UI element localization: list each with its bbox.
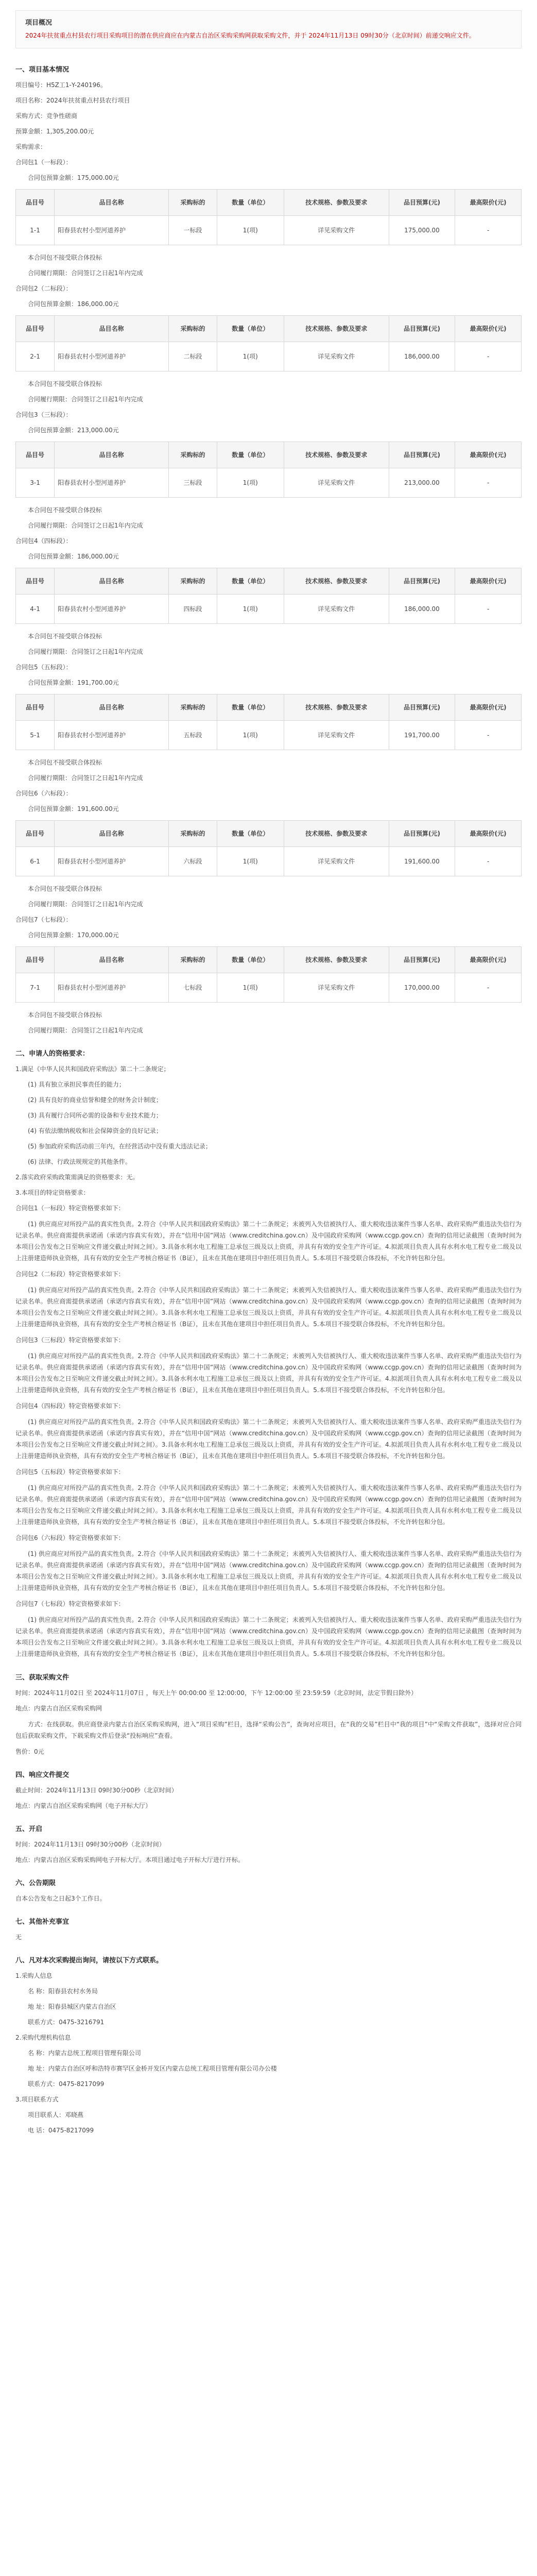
table-cell: 阳春县农村小型河道养护 [55,973,169,1002]
procurement-method: 采购方式：竞争性磋商 [15,112,78,120]
column-header: 最高限价(元) [455,442,522,468]
table-cell: 7-1 [16,973,55,1002]
package-spec-title: 合同包7（七标段）特定资格要求如下： [15,1600,125,1607]
package-table-header-row [16,442,522,468]
package-table-header-row [16,189,522,215]
table-cell: 五标段 [169,720,217,750]
package-consortium-note: 本合同包不接受联合体投标 [28,253,102,261]
qualification-item: (5) 参加政府采购活动前三年内，在经营活动中没有重大违法记录； [28,1142,212,1150]
table-cell: 七标段 [169,973,217,1002]
open-time: 时间：2024年11月13日 09时30分00秒（北京时间） [15,1840,165,1848]
qualification-item: (3) 具有履行合同所必需的设备和专业技术能力； [28,1111,162,1119]
buyer-address: 地 址：阳春县城区内蒙古自治区 [28,2003,116,2010]
table-cell: 详见采购文件 [284,973,389,1002]
project-contact-title: 3.项目联系方式 [15,2095,59,2103]
table-cell: 191,600.00 [389,846,455,876]
buyer-name: 名 称：阳春县农村水务局 [28,1987,98,1995]
package-spec-title: 合同包1（一标段）特定资格要求如下： [15,1204,125,1212]
column-header: 最高限价(元) [455,189,522,215]
table-row [16,342,522,371]
qualification-item: (6) 法律、行政法规规定的其他条件。 [28,1158,131,1165]
budget-amount: 预算金额：1,305,200.00元 [15,127,94,135]
submit-place: 地点：内蒙古自治区采购采购网（电子开标大厅） [15,1802,152,1809]
obtain-place: 地点：内蒙古自治区采购采购网 [15,1704,102,1712]
agent-title: 2.采购代理机构信息 [15,2033,71,2041]
table-cell: - [455,973,522,1002]
column-header: 品目名称 [55,946,169,973]
package-table-header-row [16,820,522,846]
table-cell: 1(项) [217,342,284,371]
table-cell: 详见采购文件 [284,594,389,623]
column-header: 数量（单位） [217,189,284,215]
packages-container [15,157,522,1036]
column-header: 品目名称 [55,820,169,846]
column-header: 品目名称 [55,315,169,342]
qualification-item: (4) 有依法缴纳税收和社会保障资金的良好记录； [28,1127,162,1134]
section-submit-heading: 四、响应文件提交 [15,1771,70,1779]
column-header: 技术规格、参数及要求 [284,568,389,594]
column-header: 品目名称 [55,189,169,215]
package-spec-title: 合同包3（三标段）特定资格要求如下： [15,1336,125,1344]
column-header: 品目号 [16,442,55,468]
table-cell: 6-1 [16,846,55,876]
column-header: 采购标的 [169,189,217,215]
column-header: 最高限价(元) [455,694,522,720]
package-table [15,568,522,624]
table-cell: 阳春县农村小型河道养护 [55,846,169,876]
package-term: 合同履行期限：合同签订之日起1年内完成 [28,1026,143,1034]
package-table [15,442,522,498]
qualification-specific: 3.本项目的特定资格要求： [15,1189,90,1196]
table-cell: 1(项) [217,468,284,497]
section-other-heading: 七、其他补充事宜 [15,1918,70,1926]
table-cell: 213,000.00 [389,468,455,497]
package-consortium-note: 本合同包不接受联合体投标 [28,506,102,514]
table-cell: 2-1 [16,342,55,371]
package-table-header-row [16,694,522,720]
package-table-header-row [16,315,522,342]
table-cell: 一标段 [169,215,217,245]
table-row [16,215,522,245]
package-spec-text: (1) 供应商应对所投产品的真实性负责。2.符合《中华人民共和国政府采购法》第二十二条规定；未被列入失信被执行人、重大税收违法案件当事人名单、政府采购严重违法失信行为记录名单。供应商需提供承诺函（承诺内容真实有效），并在“信用中国”网站（www.creditchina.gov.cn）及中国政府采购网（www.ccgp.gov.cn）查询的信用记录截图（查询时间为本项目公告发布之日至响应文件递交截止时间之间）。3.具备水利水电工程施工总承包三级及以上资质，并具有有效的安全生产许可证。4.拟派项目负责人具有水利水电工程专业二级及以上注册建造师执业资格，具有有效的安全生产考核合格证书（B证），且未在其他在建项目中担任项目负责人。5.本项目不接受联合体投标，不允许转包和分包。 [15,1286,522,1328]
column-header: 最高限价(元) [455,820,522,846]
package-table [15,946,522,1003]
package-budget: 合同包预算金额：191,700.00元 [28,679,119,686]
table-cell: 三标段 [169,468,217,497]
submit-deadline: 截止时间：2024年11月13日 09时30分00秒（北京时间） [15,1786,178,1794]
requirements-title: 采购需求： [15,143,47,150]
table-cell: 1(项) [217,215,284,245]
table-row [16,594,522,623]
table-cell: 详见采购文件 [284,215,389,245]
column-header: 采购标的 [169,442,217,468]
package-consortium-note: 本合同包不接受联合体投标 [28,885,102,892]
package-consortium-note: 本合同包不接受联合体投标 [28,1011,102,1019]
table-row [16,468,522,497]
table-cell: - [455,468,522,497]
package-term: 合同履行期限：合同签订之日起1年内完成 [28,269,143,277]
column-header: 技术规格、参数及要求 [284,315,389,342]
package-name: 合同包3（三标段）： [15,411,72,418]
column-header: 数量（单位） [217,820,284,846]
section-open-heading: 五、开启 [15,1825,43,1833]
table-cell: 二标段 [169,342,217,371]
package-specific-requirements [15,1203,522,1659]
table-cell: 191,700.00 [389,720,455,750]
package-budget: 合同包预算金额：213,000.00元 [28,426,119,434]
column-header: 数量（单位） [217,694,284,720]
package-table [15,694,522,750]
column-header: 品目预算(元) [389,694,455,720]
column-header: 数量（单位） [217,442,284,468]
notice-period-text: 自本公告发布之日起3个工作日。 [15,1894,106,1902]
section-basic-heading: 一、项目基本情况 [15,65,70,74]
column-header: 品目号 [16,315,55,342]
project-summary-box [15,10,522,48]
column-header: 品目预算(元) [389,315,455,342]
package-table [15,315,522,371]
package-table [15,820,522,876]
package-table-header-row [16,946,522,973]
package-budget: 合同包预算金额：186,000.00元 [28,300,119,308]
obtain-price: 售价：0元 [15,1748,44,1755]
qualification-policy: 2.落实政府采购政策需满足的资格要求：无。 [15,1173,139,1181]
column-header: 采购标的 [169,568,217,594]
package-consortium-note: 本合同包不接受联合体投标 [28,758,102,766]
package-term: 合同履行期限：合同签订之日起1年内完成 [28,900,143,908]
summary-title: 项目概况 [25,19,53,27]
table-cell: 六标段 [169,846,217,876]
package-term: 合同履行期限：合同签订之日起1年内完成 [28,521,143,529]
package-name: 合同包6（六标段）： [15,789,72,797]
package-spec-title: 合同包4（四标段）特定资格要求如下： [15,1402,125,1410]
table-cell: 四标段 [169,594,217,623]
buyer-title: 1.采购人信息 [15,1972,53,1979]
project-number: 项目编号：H5Z工1-Y-240196。 [15,81,107,89]
table-cell: - [455,846,522,876]
package-spec-text: (1) 供应商应对所投产品的真实性负责。2.符合《中华人民共和国政府采购法》第二十二条规定；未被列入失信被执行人、重大税收违法案件当事人名单、政府采购严重违法失信行为记录名单。供应商需提供承诺函（承诺内容真实有效），并在“信用中国”网站（www.creditchina.gov.cn）及中国政府采购网（www.ccgp.gov.cn）查询的信用记录截图（查询时间为本项目公告发布之日至响应文件递交截止时间之间）。3.具备水利水电工程施工总承包三级及以上资质，并具有有效的安全生产许可证。4.拟派项目负责人具有水利水电工程专业二级及以上注册建造师执业资格，具有有效的安全生产考核合格证书（B证），且未在其他在建项目中担任项目负责人。5.本项目不接受联合体投标，不允许转包和分包。 [15,1418,522,1460]
table-cell: 阳春县农村小型河道养护 [55,342,169,371]
package-budget: 合同包预算金额：191,600.00元 [28,805,119,812]
table-cell: 1(项) [217,973,284,1002]
column-header: 数量（单位） [217,315,284,342]
column-header: 品目名称 [55,442,169,468]
package-spec-title: 合同包6（六标段）特定资格要求如下： [15,1534,125,1541]
table-cell: 详见采购文件 [284,468,389,497]
column-header: 品目预算(元) [389,442,455,468]
package-name: 合同包1（一标段）： [15,158,72,166]
qualification-item: (1) 具有独立承担民事责任的能力； [28,1080,125,1088]
column-header: 品目预算(元) [389,568,455,594]
table-cell: - [455,342,522,371]
obtain-method: 方式：在线获取。供应商登录内蒙古自治区采购采购网，进入“项目采购”栏目，选择“采购公告”，查询对应项目，在“我的交易”栏目中“我的项目”中“采购文件获取”，选择对应合同包后获取采购文件，下载采购文件后登录“投标响应”查看。 [15,1720,522,1739]
package-spec-text: (1) 供应商应对所投产品的真实性负责。2.符合《中华人民共和国政府采购法》第二十二条规定；未被列入失信被执行人、重大税收违法案件当事人名单、政府采购严重违法失信行为记录名单。供应商需提供承诺函（承诺内容真实有效），并在“信用中国”网站（www.creditchina.gov.cn）及中国政府采购网（www.ccgp.gov.cn）查询的信用记录截图（查询时间为本项目公告发布之日至响应文件递交截止时间之间）。3.具备水利水电工程施工总承包三级及以上资质，并具有有效的安全生产许可证。4.拟派项目负责人具有水利水电工程专业二级及以上注册建造师执业资格，具有有效的安全生产考核合格证书（B证），且未在其他在建项目中担任项目负责人。5.本项目不接受联合体投标，不允许转包和分包。 [15,1550,522,1591]
column-header: 品目号 [16,946,55,973]
package-budget: 合同包预算金额：186,000.00元 [28,552,119,560]
column-header: 技术规格、参数及要求 [284,946,389,973]
package-consortium-note: 本合同包不接受联合体投标 [28,380,102,387]
column-header: 数量（单位） [217,946,284,973]
table-cell: - [455,215,522,245]
column-header: 最高限价(元) [455,568,522,594]
table-cell: 详见采购文件 [284,342,389,371]
table-cell: 详见采购文件 [284,720,389,750]
column-header: 品目号 [16,694,55,720]
document-content [15,10,522,2141]
package-table-header-row [16,568,522,594]
table-row [16,973,522,1002]
package-spec-text: (1) 供应商应对所投产品的真实性负责。2.符合《中华人民共和国政府采购法》第二十二条规定；未被列入失信被执行人、重大税收违法案件当事人名单、政府采购严重违法失信行为记录名单。供应商需提供承诺函（承诺内容真实有效），并在“信用中国”网站（www.creditchina.gov.cn）及中国政府采购网（www.ccgp.gov.cn）查询的信用记录截图（查询时间为本项目公告发布之日至响应文件递交截止时间之间）。3.具备水利水电工程施工总承包三级及以上资质，并具有有效的安全生产许可证。4.拟派项目负责人具有水利水电工程专业二级及以上注册建造师执业资格，具有有效的安全生产考核合格证书（B证），且未在其他在建项目中担任项目负责人。5.本项目不接受联合体投标，不允许转包和分包。 [15,1484,522,1526]
section-obtain-heading: 三、获取采购文件 [15,1673,70,1682]
package-term: 合同履行期限：合同签订之日起1年内完成 [28,774,143,782]
package-consortium-note: 本合同包不接受联合体投标 [28,632,102,640]
column-header: 采购标的 [169,694,217,720]
table-cell: 1-1 [16,215,55,245]
package-budget: 合同包预算金额：170,000.00元 [28,931,119,939]
table-cell: 详见采购文件 [284,846,389,876]
section-notice-heading: 六、公告期限 [15,1879,56,1887]
table-cell: - [455,720,522,750]
project-contact-person: 项目联系人：邓晓燕 [28,2111,84,2119]
agent-name: 名 称：内蒙古总统工程项目管理有限公司 [28,2049,141,2057]
buyer-phone: 联系方式：0475-3216791 [28,2018,105,2026]
table-cell: 186,000.00 [389,594,455,623]
project-contact-phone: 电 话：0475-8217099 [28,2126,94,2134]
table-cell: 3-1 [16,468,55,497]
table-cell: 阳春县农村小型河道养护 [55,468,169,497]
table-cell: 阳春县农村小型河道养护 [55,215,169,245]
table-row [16,846,522,876]
package-name: 合同包2（二标段）： [15,284,72,292]
table-row [16,720,522,750]
table-cell: 1(项) [217,594,284,623]
table-cell: 1(项) [217,846,284,876]
package-budget: 合同包预算金额：175,000.00元 [28,174,119,181]
summary-text: 2024年扶贫重点村县农行项目采购项目的潜在供应商应在内蒙古自治区采购采购网获取采购文件，并于 2024年11月13日 09时30分（北京时间）前递交响应文件。 [25,32,475,39]
package-table [15,189,522,245]
column-header: 采购标的 [169,820,217,846]
column-header: 技术规格、参数及要求 [284,820,389,846]
table-cell: 5-1 [16,720,55,750]
agent-phone: 联系方式：0475-8217099 [28,2080,105,2088]
obtain-time: 时间：2024年11月02日 至 2024年11月07日 ，每天上午 00:00:00 至 12:00:00，下午 12:00:00 至 23:59:59（北京时间，法定节假日除外） [15,1689,418,1697]
package-spec-title: 合同包2（二标段）特定资格要求如下： [15,1270,125,1278]
package-spec-text: (1) 供应商应对所投产品的真实性负责。2.符合《中华人民共和国政府采购法》第二十二条规定；未被列入失信被执行人、重大税收违法案件当事人名单、政府采购严重违法失信行为记录名单。供应商需提供承诺函（承诺内容真实有效），并在“信用中国”网站（www.creditchina.gov.cn）及中国政府采购网（www.ccgp.gov.cn）查询的信用记录截图（查询时间为本项目公告发布之日至响应文件递交截止时间之间）。3.具备水利水电工程施工总承包三级及以上资质，并具有有效的安全生产许可证。4.拟派项目负责人具有水利水电工程专业二级及以上注册建造师执业资格，具有有效的安全生产考核合格证书（B证），且未在其他在建项目中担任项目负责人。5.本项目不接受联合体投标，不允许转包和分包。 [15,1220,522,1262]
column-header: 技术规格、参数及要求 [284,189,389,215]
qualification-intro: 1.满足《中华人民共和国政府采购法》第二十二条规定； [15,1065,170,1073]
table-cell: 1(项) [217,720,284,750]
open-place: 地点：内蒙古自治区采购采购网电子开标大厅。本项目通过电子开标大厅进行开标。 [15,1856,245,1863]
package-term: 合同履行期限：合同签订之日起1年内完成 [28,648,143,655]
table-cell: 阳春县农村小型河道养护 [55,720,169,750]
package-term: 合同履行期限：合同签订之日起1年内完成 [28,395,143,403]
column-header: 品目号 [16,820,55,846]
other-text: 无 [15,1933,22,1941]
table-cell: 170,000.00 [389,973,455,1002]
table-cell: - [455,594,522,623]
section-qualification-heading: 二、申请人的资格要求： [15,1049,90,1058]
column-header: 品目预算(元) [389,189,455,215]
section-contact-heading: 八、凡对本次采购提出询问，请按以下方式联系。 [15,1956,163,1964]
table-cell: 175,000.00 [389,215,455,245]
column-header: 品目号 [16,568,55,594]
agent-address: 地 址：内蒙古自治区呼和浩特市赛罕区金桥开发区内蒙古总统工程项目管理有限公司办公楼 [28,2064,277,2072]
project-name: 项目名称：2024年扶贫重点村县农行项目 [15,96,130,104]
table-cell: 阳春县农村小型河道养护 [55,594,169,623]
column-header: 品目名称 [55,694,169,720]
package-spec-title: 合同包5（五标段）特定资格要求如下： [15,1468,125,1476]
package-name: 合同包7（七标段）： [15,916,72,923]
column-header: 品目预算(元) [389,946,455,973]
package-name: 合同包5（五标段）： [15,663,72,671]
package-spec-text: (1) 供应商应对所投产品的真实性负责。2.符合《中华人民共和国政府采购法》第二十二条规定；未被列入失信被执行人、重大税收违法案件当事人名单、政府采购严重违法失信行为记录名单。供应商需提供承诺函（承诺内容真实有效），并在“信用中国”网站（www.creditchina.gov.cn）及中国政府采购网（www.ccgp.gov.cn）查询的信用记录截图（查询时间为本项目公告发布之日至响应文件递交截止时间之间）。3.具备水利水电工程施工总承包三级及以上资质，并具有有效的安全生产许可证。4.拟派项目负责人具有水利水电工程专业二级及以上注册建造师执业资格，具有有效的安全生产考核合格证书（B证），且未在其他在建项目中担任项目负责人。5.本项目不接受联合体投标，不允许转包和分包。 [15,1352,522,1394]
column-header: 采购标的 [169,315,217,342]
column-header: 品目号 [16,189,55,215]
column-header: 品目名称 [55,568,169,594]
package-name: 合同包4（四标段）： [15,537,72,545]
qualification-item: (2) 具有良好的商业信誉和健全的财务会计制度； [28,1096,162,1104]
column-header: 采购标的 [169,946,217,973]
column-header: 技术规格、参数及要求 [284,694,389,720]
column-header: 最高限价(元) [455,946,522,973]
table-cell: 4-1 [16,594,55,623]
column-header: 品目预算(元) [389,820,455,846]
column-header: 技术规格、参数及要求 [284,442,389,468]
qualification-items [15,1079,522,1167]
column-header: 数量（单位） [217,568,284,594]
table-cell: 186,000.00 [389,342,455,371]
package-spec-text: (1) 供应商应对所投产品的真实性负责。2.符合《中华人民共和国政府采购法》第二十二条规定；未被列入失信被执行人、重大税收违法案件当事人名单、政府采购严重违法失信行为记录名单。供应商需提供承诺函（承诺内容真实有效），并在“信用中国”网站（www.creditchina.gov.cn）及中国政府采购网（www.ccgp.gov.cn）查询的信用记录截图（查询时间为本项目公告发布之日至响应文件递交截止时间之间）。3.具备水利水电工程施工总承包三级及以上资质，并具有有效的安全生产许可证。4.拟派项目负责人具有水利水电工程专业二级及以上注册建造师执业资格，具有有效的安全生产考核合格证书（B证），且未在其他在建项目中担任项目负责人。5.本项目不接受联合体投标，不允许转包和分包。 [15,1616,522,1657]
column-header: 最高限价(元) [455,315,522,342]
